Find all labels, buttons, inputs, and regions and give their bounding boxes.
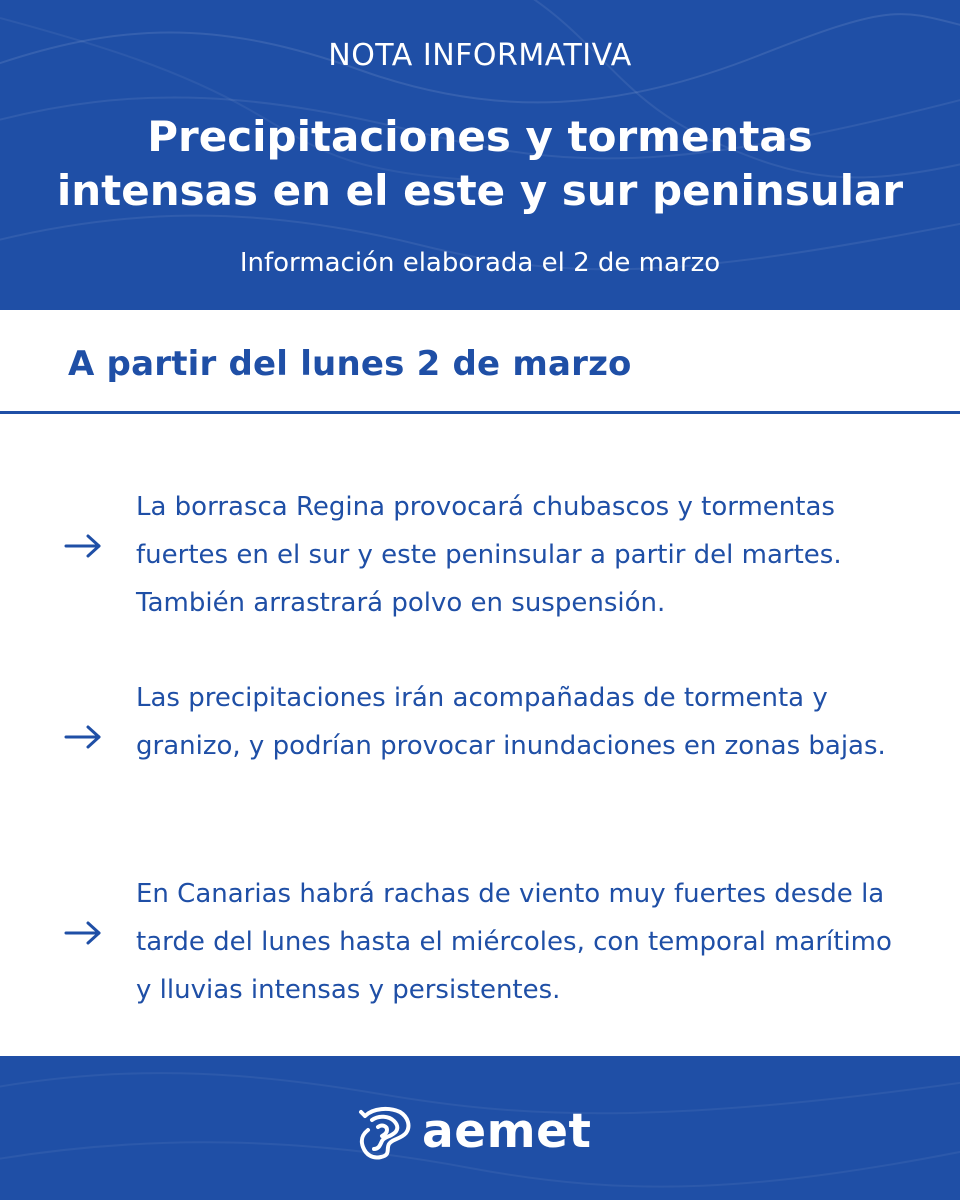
bullet-text-3: En Canarias habrá rachas de viento muy fuertes desde la tarde del lunes hasta el miércoles, con temporal marítimo y lluvias intensas y persistentes. xyxy=(136,879,892,1005)
bullet-item-1 xyxy=(0,475,960,645)
arrow-right-icon xyxy=(64,532,104,560)
section-header xyxy=(0,310,960,414)
arrow-right-icon xyxy=(64,919,104,947)
bullet-item-3 xyxy=(0,862,960,1032)
bullet-item-2 xyxy=(0,666,960,836)
page-title-line-1: Precipitaciones y tormentas xyxy=(147,112,813,161)
header-banner xyxy=(0,0,960,310)
page-title xyxy=(40,110,920,218)
note-kicker: NOTA INFORMATIVA xyxy=(328,38,632,73)
footer-banner xyxy=(0,1056,960,1200)
page-title-line-2: intensas en el este y sur peninsular xyxy=(56,166,904,215)
publication-date: Información elaborada el 2 de marzo xyxy=(239,248,721,278)
bullet-text-1: La borrasca Regina provocará chubascos y tormentas fuertes en el sur y este peninsular a partir del martes. También arrastrará polvo en suspensión. xyxy=(136,492,842,618)
bullet-text-2: Las precipitaciones irán acompañadas de tormenta y granizo, y podrían provocar inundaciones en zonas bajas. xyxy=(136,683,886,761)
arrow-right-icon xyxy=(64,723,104,751)
section-title: A partir del lunes 2 de marzo xyxy=(68,344,632,384)
aemet-logo-text: aemet xyxy=(422,1104,592,1159)
aemet-logo xyxy=(355,1102,605,1162)
aemet-logo-icon xyxy=(355,1102,415,1162)
